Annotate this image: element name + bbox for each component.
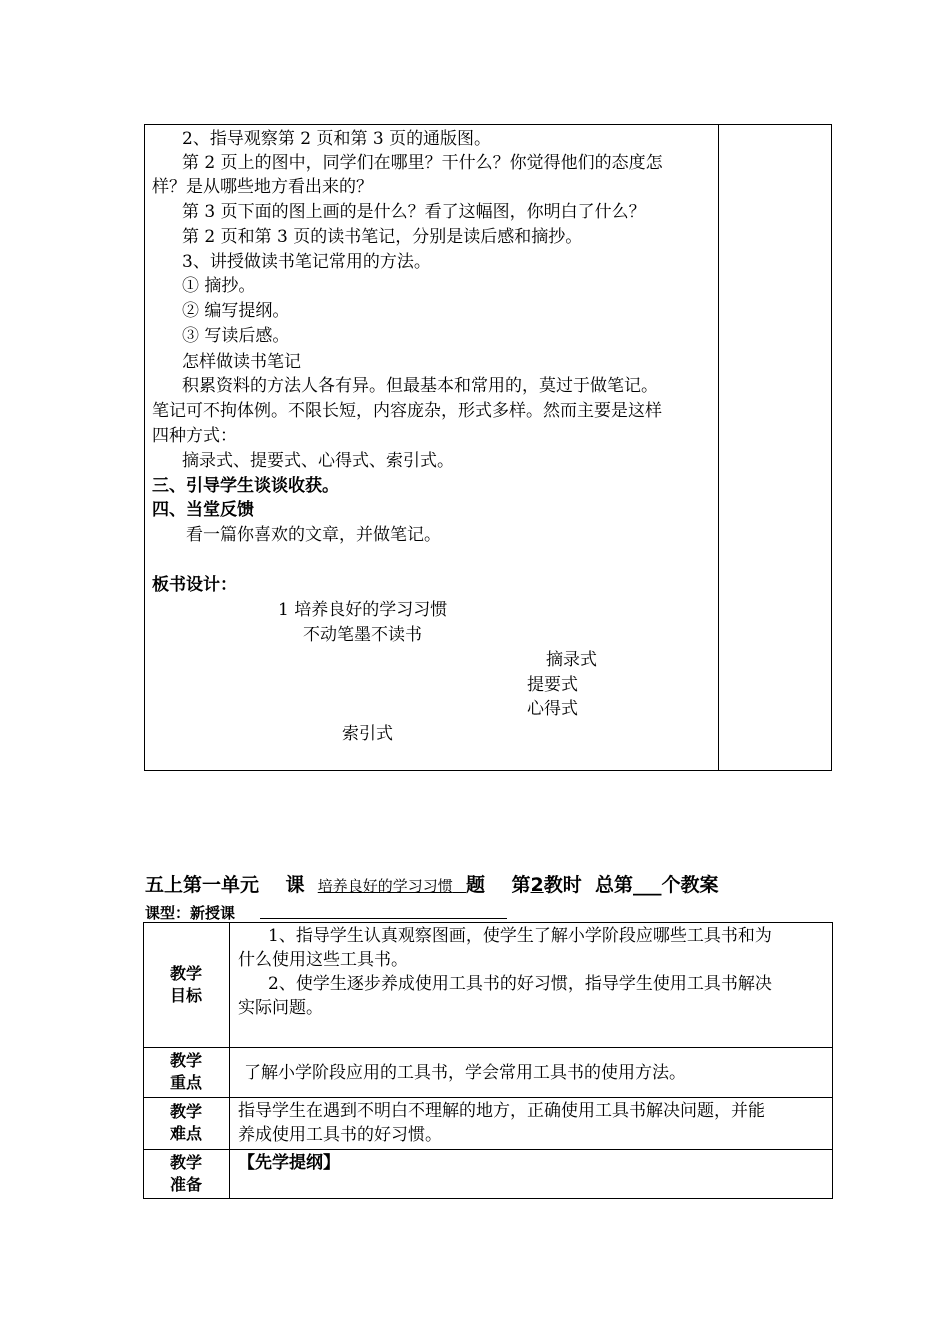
row-divider: [143, 1149, 833, 1150]
feedback-text: 看一篇你喜欢的文章，并做笔记。: [186, 525, 441, 545]
process-line: 四种方式：: [152, 426, 237, 446]
process-line: 积累资料的方法人各有异。但最基本和常用的，莫过于做笔记。: [182, 376, 658, 396]
label-line: 教学: [169, 1102, 202, 1121]
process-line: 怎样做读书笔记: [182, 352, 301, 372]
row-label-difficulties: [143, 1101, 229, 1145]
lesson-type: 课型：新授课: [145, 904, 236, 922]
process-line: ① 摘抄。: [182, 276, 256, 296]
total-label: 总第: [594, 874, 633, 896]
process-line: 第 2 页上的图中，同学们在哪里？干什么？你觉得他们的态度怎: [182, 153, 663, 173]
table-column-divider: [229, 922, 230, 1199]
process-line: 样？是从哪些地方看出来的？: [152, 177, 373, 197]
process-line: 第 2 页和第 3 页的读书笔记，分别是读后感和摘抄。: [182, 227, 583, 247]
lesson-topic: 培养良好的学习习惯: [317, 877, 453, 895]
row-divider: [143, 1097, 833, 1098]
board-item: 提要式: [527, 675, 578, 695]
label-line: 准备: [169, 1175, 202, 1194]
content-line: 养成使用工具书的好习惯。: [238, 1125, 442, 1145]
ke-label: 课: [285, 874, 305, 896]
plan-label: 个教案: [661, 874, 719, 896]
period-label: 教时: [543, 874, 582, 896]
row-label-preparation: [143, 1152, 229, 1196]
board-title: 1 培养良好的学习习惯: [278, 600, 448, 620]
content-line: 【先学提纲】: [238, 1153, 340, 1173]
label-line: 目标: [169, 986, 202, 1005]
process-line: 笔记可不拘体例。不限长短，内容庞杂，形式多样。然而主要是这样: [152, 401, 662, 421]
process-line: 摘录式、提要式、心得式、索引式。: [182, 451, 454, 471]
label-line: 教学: [169, 964, 202, 983]
content-line: 实际问题。: [238, 998, 323, 1018]
section-heading-3: 三、引导学生谈谈收获。: [152, 476, 339, 496]
process-line: ② 编写提纲。: [182, 301, 290, 321]
period-number: 2: [530, 874, 544, 896]
ti-label: 题: [465, 874, 485, 896]
table-column-divider: [718, 124, 719, 771]
label-line: 重点: [169, 1073, 202, 1092]
row-label-goals: [143, 963, 229, 1007]
board-subtitle: 不动笔墨不读书: [303, 625, 422, 645]
unit-label: 五上第一单元: [145, 874, 260, 896]
content-line: 了解小学阶段应用的工具书，学会常用工具书的使用方法。: [244, 1063, 686, 1083]
section-heading-4: 四、当堂反馈: [152, 500, 254, 520]
label-line: 教学: [169, 1153, 202, 1172]
content-line: 什么使用这些工具书。: [238, 950, 408, 970]
process-line: 2、指导观察第 2 页和第 3 页的通版图。: [182, 129, 492, 149]
row-label-key-points: [143, 1050, 229, 1094]
board-item: 摘录式: [546, 650, 597, 670]
lesson-type-underline: [260, 918, 507, 919]
board-item: 心得式: [527, 699, 578, 719]
board-item: 索引式: [342, 724, 393, 744]
content-line: 2、使学生逐步养成使用工具书的好习惯，指导学生使用工具书解决: [268, 974, 772, 994]
label-line: 难点: [169, 1124, 202, 1143]
row-content-difficulties: [238, 1099, 828, 1147]
process-line: 第 3 页下面的图上画的是什么？看了这幅图，你明白了什么？: [182, 202, 646, 222]
row-content-preparation: [238, 1151, 828, 1175]
lesson-plan-header: [145, 870, 719, 897]
label-line: 教学: [169, 1051, 202, 1070]
board-design-label: 板书设计：: [152, 575, 237, 595]
process-line: 3、讲授做读书笔记常用的方法。: [182, 252, 431, 272]
total-blank: ___: [632, 874, 662, 896]
row-content-goals: [238, 924, 828, 1020]
content-line: 指导学生在遇到不明白不理解的地方，正确使用工具书解决问题，并能: [238, 1101, 765, 1121]
process-line: ③ 写读后感。: [182, 326, 290, 346]
row-divider: [143, 1047, 833, 1048]
row-content-key-points: [244, 1061, 834, 1085]
di-label: 第: [511, 874, 531, 896]
content-line: 1、指导学生认真观察图画，使学生了解小学阶段应哪些工具书和为: [268, 926, 772, 946]
